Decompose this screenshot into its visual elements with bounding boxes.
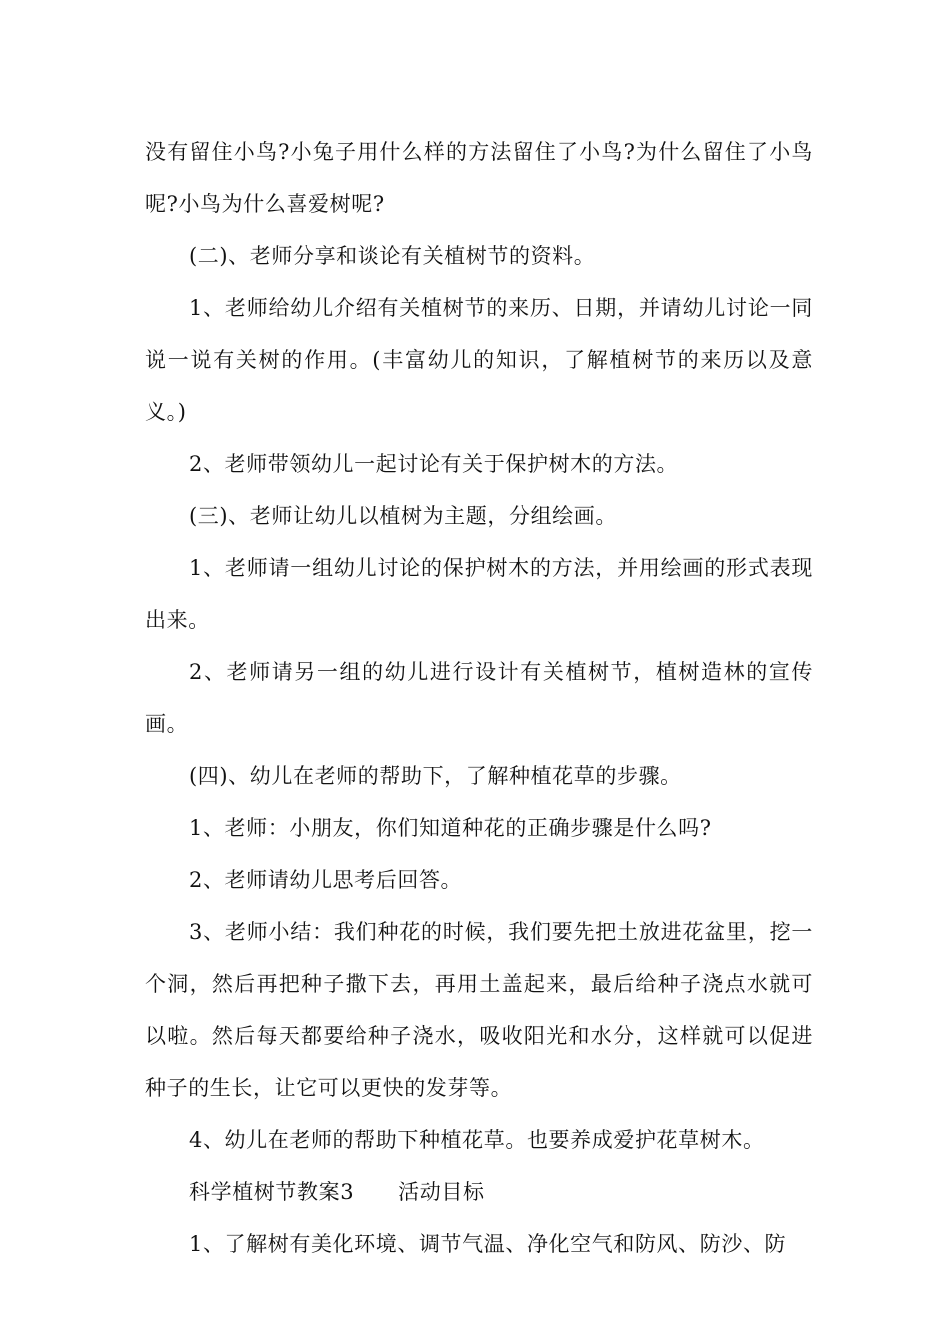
paragraph: 1、老师：小朋友，你们知道种花的正确步骤是什么吗? <box>189 816 712 840</box>
section-heading <box>145 1166 813 1218</box>
paragraph: 1、老师请一组幼儿讨论的保护树木的方法，并用绘画的形式表现出来。 <box>145 556 813 632</box>
paragraph: 2、老师请另一组的幼儿进行设计有关植树节，植树造林的宣传画。 <box>145 660 813 736</box>
paragraph: (三)、老师让幼儿以植树为主题，分组绘画。 <box>189 504 617 528</box>
paragraph: 3、老师小结：我们种花的时候，我们要先把土放进花盆里，挖一个洞，然后再把种子撒下去，再用土盖起来，最后给种子浇点水就可以啦。然后每天都要给种子浇水，吸收阳光和水分，这样就可以促进种子的生长，让它可以更快的发芽等。 <box>145 920 813 1100</box>
paragraph: 没有留住小鸟?小兔子用什么样的方法留住了小鸟?为什么留住了小鸟呢?小鸟为什么喜爱树呢? <box>145 140 813 216</box>
paragraph: 1、老师给幼儿介绍有关植树节的来历、日期，并请幼儿讨论一同说一说有关树的作用。(丰富幼儿的知识，了解植树节的来历以及意义。) <box>145 296 813 424</box>
paragraph: (四)、幼儿在老师的帮助下，了解种植花草的步骤。 <box>189 764 682 788</box>
paragraph: 4、幼儿在老师的帮助下种植花草。也要养成爱护花草树木。 <box>189 1128 765 1152</box>
section-heading-title: 科学植树节教案3 <box>189 1180 355 1204</box>
section-heading-subtitle: 活动目标 <box>398 1180 485 1204</box>
paragraph: 2、老师带领幼儿一起讨论有关于保护树木的方法。 <box>189 452 679 476</box>
document-body <box>145 126 813 1270</box>
paragraph: 2、老师请幼儿思考后回答。 <box>189 868 463 892</box>
paragraph: 1、了解树有美化环境、调节气温、净化空气和防风、防沙、防 <box>189 1232 787 1256</box>
paragraph: (二)、老师分享和谈论有关植树节的资料。 <box>189 244 596 268</box>
